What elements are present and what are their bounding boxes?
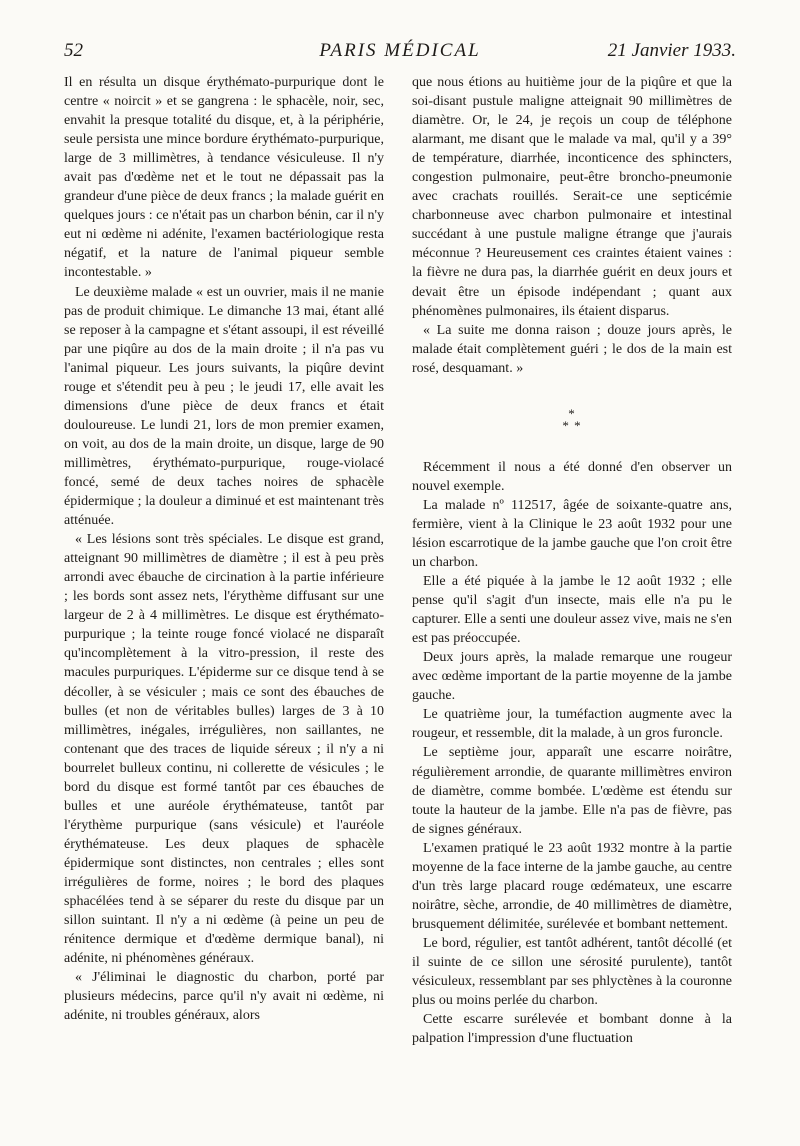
right-column <box>412 73 732 1048</box>
paragraph: Il en résulta un disque érythémato-purpurique dont le centre « noircit » et se gangrena : le sphacèle, noir, sec, envahit la presque totalité du disque, et, à la périphérie, seule persista une mince bordure érythémato-purpurique, large de 3 millimètres, à tendance vésiculeuse. Il n'y avait pas d'œdème net et le tout ne dépassait pas la grandeur d'une pièce de deux francs ; la malade guérit en quelques jours : ce n'était pas un charbon bénin, car il n'y eut ni œdème ni adénite, l'examen bactériologique resta négatif, et la nature de l'animal piqueur semble incontestable. » <box>64 75 384 281</box>
page-number: 52 <box>64 40 83 61</box>
paragraph: La malade nº 112517, âgée de soixante-quatre ans, fermière, vient à la Clinique le 23 août 1932 pour une lésion escarrotique de la jambe gauche que l'on croit être un charbon. <box>412 497 732 570</box>
page-header <box>64 40 736 70</box>
paragraph: Le bord, régulier, est tantôt adhérent, tantôt décollé (et il suinte de ce sillon une sérosité purulente), tantôt vésiculeux, ressemblant par ses phlyctènes à la couronne plus ou moins perlée du charbon. <box>412 935 732 1009</box>
paragraph: Le septième jour, apparaît une escarre noirâtre, régulièrement arrondie, de quarante millimètres environ de diamètre, comme bombée. L'œdème est étendu sur toute la hauteur de la jambe. Elle n'a pas de fièvre, pas de signes généraux. <box>412 745 732 837</box>
paragraph: « J'éliminai le diagnostic du charbon, porté par plusieurs médecins, parce qu'il n'y avait ni œdème, ni adénite, ni troubles généraux, alors <box>64 970 384 1024</box>
separator-top: * <box>568 405 576 421</box>
paragraph: L'examen pratiqué le 23 août 1932 montre à la partie moyenne de la face interne de la jambe gauche, au centre d'un très large placard rouge œdémateux, une escarre noirâtre, sèche, arrondie, de 40 millimètres de diamètre, brusquement délimitée, surélevée et bombant nettement. <box>412 840 732 932</box>
separator-bottom: * * <box>562 417 582 433</box>
left-column <box>64 73 384 1025</box>
paragraph: « Les lésions sont très spéciales. Le disque est grand, atteignant 90 millimètres de diamètre ; il est à peu près arrondi avec ébauche de circination à la partie inférieure ; les bords sont assez nets, l'érythème diffusant sur une largeur de 2 à 4 millimètres. Le disque est érythémato-purpurique ; la teinte rouge foncé violacé ne disparaît qu'incomplètement à la vitro-pression, il reste des macules purpuriques. L'épiderme sur ce disque tend à se décoller, à se vésiculer ; mais ce sont des ébauches de bulles (et non de véritables bulles) larges de 3 à 10 millimètres, inégales, irrégulières, non saillantes, ne contenant que des traces de liquide séreux ; il n'y a ni bourrelet bulleux continu, ni collerette de vésicules ; le bord du disque est formé tantôt par ces ébauches de bulles et une auréole érythémateuse, tantôt par l'érythème purpurique (sans vésicule) et l'auréole érythémateuse. Les deux plaques de sphacèle épidermique sont distinctes, non centrales ; elles sont irrégulières de forme, noires ; le bord des plaques sphacélées tend à se séparer du reste du disque par un sillon suintant. Il n'y a ni œdème (à peine un peu de rénitence dermique et d'œdème dermique banal), ni adénite, ni phénomènes généraux. <box>64 532 384 967</box>
paragraph: Cette escarre surélevée et bombant donne à la palpation l'impression d'une fluctuation <box>412 1012 732 1047</box>
journal-title: PARIS MÉDICAL <box>319 40 481 61</box>
paragraph: « La suite me donna raison ; douze jours après, le malade était complètement guéri ; le dos de la main est rosé, desquamant. » <box>412 322 732 376</box>
paragraph: Récemment il nous a été donné d'en observer un nouvel exemple. <box>412 459 732 494</box>
section-separator <box>412 405 732 433</box>
paragraph: Elle a été piquée à la jambe le 12 août 1932 ; elle pense qu'il s'agit d'un insecte, mais elle n'a pu le capturer. Elle a senti une douleur assez vive, mais ne s'en est pas préoccupée. <box>412 574 732 647</box>
paragraph: que nous étions au huitième jour de la piqûre et que la soi-disant pustule maligne atteignait 90 millimètres de diamètre. Or, le 24, je reçois un coup de téléphone alarmant, me disant que le malade va mal, qu'il y a 39° de température, diarrhée, inconticence des sphincters, congestion pulmonaire, peut-être broncho-pneumonie avec crachats rouillés. Serait-ce une septicémie charbonneuse avec charbon pulmonaire et intestinal succédant à une pustule maligne étrange que j'aurais méconnue ? Heureusement ces craintes étaient vaines : la fièvre ne dura pas, la diarrhée guérit en deux jours et devait être un épisode indépendant ; quant aux phénomènes pulmonaires, ils étaient disparus. <box>412 75 732 319</box>
paragraph: Le deuxième malade « est un ouvrier, mais il ne manie pas de produit chimique. Le dimanche 13 mai, étant allé se reposer à la campagne et s'étant assoupi, il est réveillé par une piqûre au dos de la main droite ; il n'a pas vu l'animal piqueur. Les jours suivants, la piqûre devint rouge et s'étendit peu à peu ; le jeudi 17, elle avait les dimensions d'une pièce de deux francs et était douloureuse. Le lundi 21, lors de mon premier examen, on voit, au dos de la main droite, un disque, large de 90 millimètres, érythémato-purpurique, rouge-violacé foncé, semé de deux taches noires de sphacèle épidermique ; la douleur a diminué et est maintenant très atténuée. <box>64 284 384 529</box>
issue-date: 21 Janvier 1933. <box>607 40 736 61</box>
paragraph: Deux jours après, la malade remarque une rougeur avec œdème important de la partie moyenne de la jambe gauche. <box>412 650 732 704</box>
paragraph: Le quatrième jour, la tuméfaction augmente avec la rougeur, et ressemble, dit la malade, à un gros furoncle. <box>412 707 732 742</box>
